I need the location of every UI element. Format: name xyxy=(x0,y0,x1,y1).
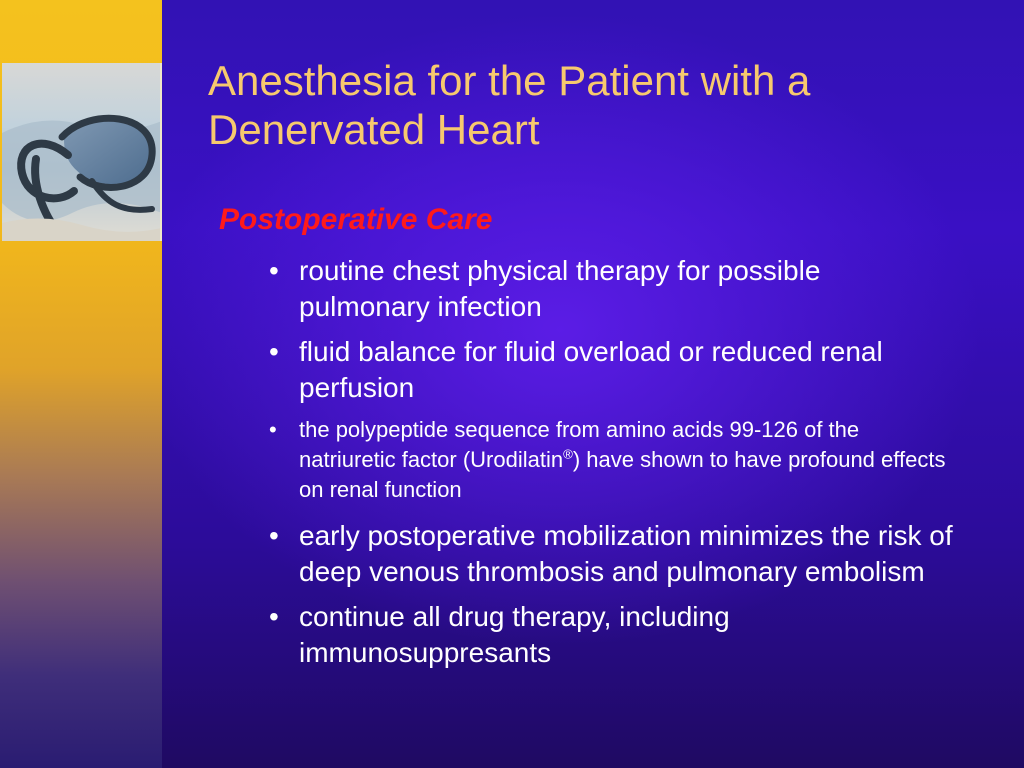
bullet-item xyxy=(268,599,958,671)
bullet-text: early postoperative mobilization minimizes the risk of deep venous thrombosis and pulmonary embolism xyxy=(299,520,953,587)
bullet-text: fluid balance for fluid overload or reduced renal perfusion xyxy=(299,336,883,403)
bullet-marker: • xyxy=(269,601,279,632)
bullet-text-before-mark: the polypeptide sequence from amino acids 99-126 of the natriuretic factor (Urodilatin xyxy=(299,417,860,472)
bullet-item xyxy=(268,334,958,406)
bullet-text xyxy=(299,417,945,502)
bullet-marker: • xyxy=(269,417,277,442)
slide-title-line-2: Denervated Heart xyxy=(208,106,540,154)
bullet-text: continue all drug therapy, including immunosuppresants xyxy=(299,601,730,668)
bullet-item xyxy=(268,518,958,590)
bullet-marker: • xyxy=(269,336,279,367)
bullet-marker: • xyxy=(269,255,279,286)
bullet-item xyxy=(268,253,958,325)
heart-logo-icon xyxy=(2,63,162,241)
slide-title-line-1: Anesthesia for the Patient with a xyxy=(208,57,811,104)
bullet-list xyxy=(268,253,958,680)
bullet-marker: • xyxy=(269,520,279,551)
registered-trademark-symbol: ® xyxy=(563,446,573,462)
bullet-item xyxy=(268,415,958,505)
section-subtitle: Postoperative Care xyxy=(219,203,493,236)
slide-title xyxy=(208,56,988,154)
bullet-text: routine chest physical therapy for possible pulmonary infection xyxy=(299,255,821,322)
bullet-text-after-mark: ) have shown to have profound effects on renal function xyxy=(299,447,946,502)
